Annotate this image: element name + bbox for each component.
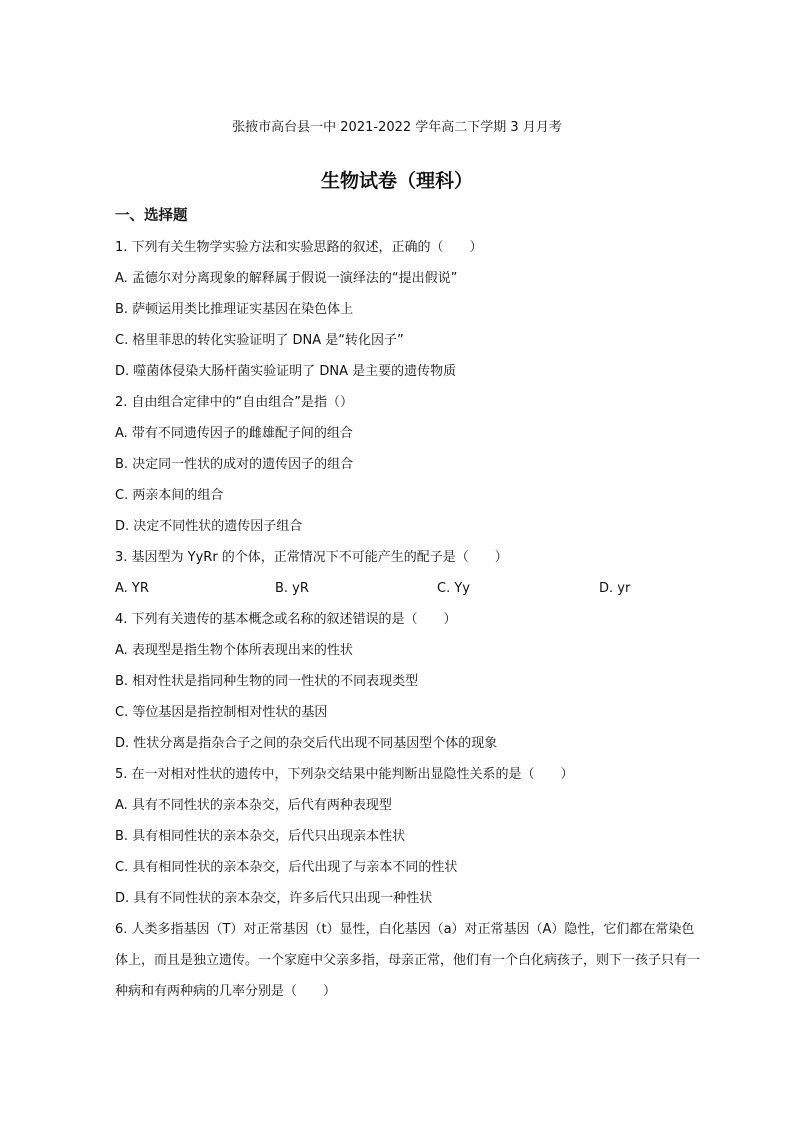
- options-row-3: [115, 579, 705, 610]
- subject-title: 生物试卷（理科）: [320, 170, 473, 192]
- option-5d: D. 具有不同性状的亲本杂交，许多后代只出现一种性状: [115, 891, 433, 906]
- option-1b: B. 萨顿运用类比推理证实基因在染色体上: [115, 302, 354, 317]
- option-3b: B. yR: [275, 581, 309, 596]
- option-3d: D. yr: [599, 581, 631, 596]
- option-5a: A. 具有不同性状的亲本杂交，后代有两种表现型: [115, 798, 392, 813]
- option-5c: C. 具有相同性状的亲本杂交，后代出现了与亲本不同的性状: [115, 860, 458, 875]
- option-2b: B. 决定同一性状的成对的遗传因子的组合: [115, 457, 354, 472]
- option-4a: A. 表现型是指生物个体所表现出来的性状: [115, 643, 353, 658]
- option-2c: C. 两亲本间的组合: [115, 488, 224, 503]
- question-stem-4: 4. 下列有关遗传的基本概念或名称的叙述错误的是（ ）: [115, 612, 457, 627]
- option-2d: D. 决定不同性状的遗传因子组合: [115, 519, 303, 534]
- question-stem-1: 1. 下列有关生物学实验方法和实验思路的叙述，正确的（ ）: [115, 240, 483, 255]
- option-1a: A. 孟德尔对分离现象的解释属于假说一演绎法的“提出假说”: [115, 271, 458, 286]
- option-3c: C. Yy: [437, 581, 470, 596]
- option-4b: B. 相对性状是指同种生物的同一性状的不同表现类型: [115, 674, 419, 689]
- option-3a: A. YR: [115, 581, 149, 596]
- question-list: [115, 238, 705, 1012]
- option-1d: D. 噬菌体侵染大肠杆菌实验证明了 DNA 是主要的遗传物质: [115, 364, 457, 379]
- question-stem-2: 2. 自由组合定律中的“自由组合”是指（）: [115, 395, 354, 410]
- exam-title: 张掖市高台县一中 2021-2022 学年高二下学期 3 月月考: [232, 120, 562, 135]
- question-stem-6: 6. 人类多指基因（T）对正常基因（t）显性，白化基因（a）对正常基因（A）隐性，它们都在常染色体上，而且是独立遗传。一个家庭中父亲多指，母亲正常，他们有一个白化病孩子，则下一孩子只有一种病和有两种病的几率分别是（ ）: [115, 922, 701, 999]
- option-2a: A. 带有不同遗传因子的雌雄配子间的组合: [115, 426, 353, 441]
- question-stem-3: 3. 基因型为 YyRr 的个体，正常情况下不可能产生的配子是（ ）: [115, 550, 508, 565]
- question-stem-5: 5. 在一对相对性状的遗传中，下列杂交结果中能判断出显隐性关系的是（ ）: [115, 767, 574, 782]
- option-5b: B. 具有相同性状的亲本杂交，后代只出现亲本性状: [115, 829, 406, 844]
- section-heading: 一、选择题: [115, 208, 188, 224]
- option-1c: C. 格里菲思的转化实验证明了 DNA 是“转化因子”: [115, 333, 404, 348]
- option-4c: C. 等位基因是指控制相对性状的基因: [115, 705, 328, 720]
- option-4d: D. 性状分离是指杂合子之间的杂交后代出现不同基因型个体的现象: [115, 736, 498, 751]
